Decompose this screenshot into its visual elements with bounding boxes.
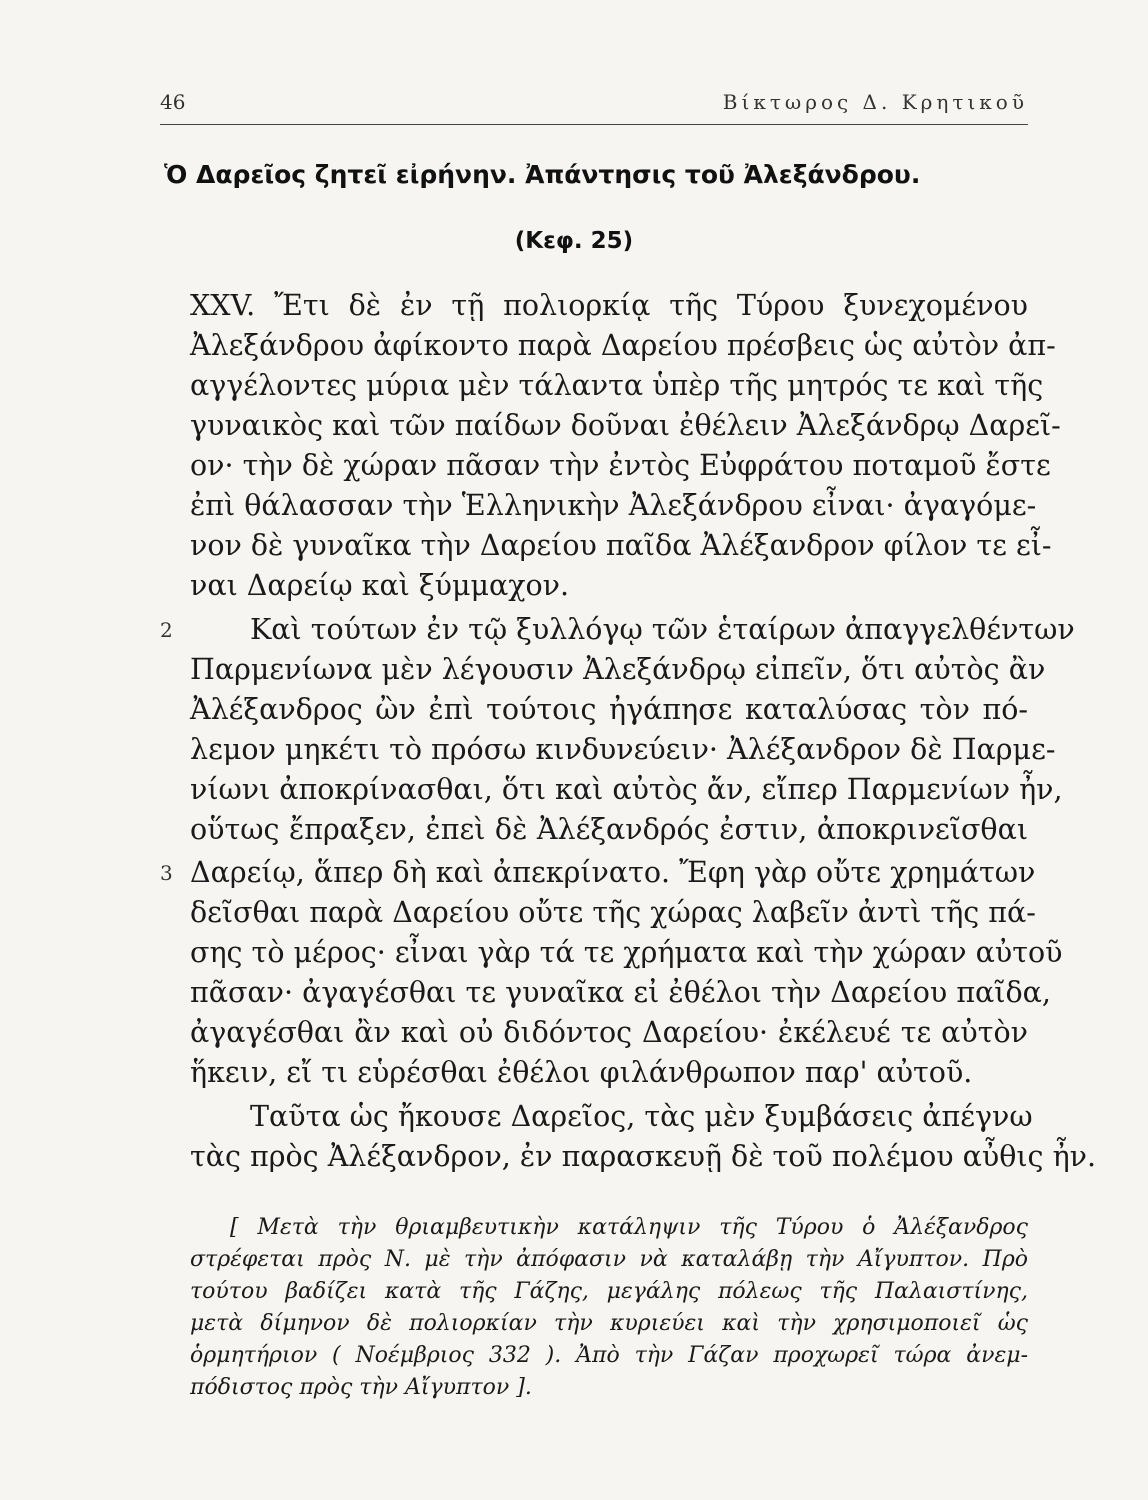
text-line: νον δὲ γυναῖκα τὴν Δαρείου παῖδα Ἀλέξανδρον φίλον τε εἶ-: [190, 529, 1052, 562]
text-line: ἀγαγέσθαι ἂν καὶ οὐ διδόντος Δαρείου· ἐκέλευέ τε αὐτὸν: [190, 1016, 1028, 1049]
text-line: Ἀλέξανδρος ὢν ἐπὶ τούτοις ἠγάπησε καταλύσας τὸν πό-: [190, 693, 1028, 726]
text-line: ον· τὴν δὲ χώραν πᾶσαν τὴν ἐντὸς Εὐφράτου ποταμοῦ ἔστε: [190, 449, 1051, 482]
text-line: Δαρείῳ, ἅπερ δὴ καὶ ἀπεκρίνατο. Ἔφη γὰρ οὔτε χρημάτων: [190, 856, 1036, 889]
text-line: ναι Δαρείῳ καὶ ξύμμαχον.: [190, 569, 570, 602]
section-number: 3: [160, 861, 173, 885]
page-header: [160, 90, 1028, 125]
text-line: δεῖσθαι παρὰ Δαρείου οὔτε τῆς χώρας λαβεῖν ἀντὶ τῆς πά-: [190, 896, 1036, 929]
text-line: τὰς πρὸς Ἀλέξανδρον, ἐν παρασκευῇ δὲ τοῦ πολέμου αὖθις ἦν.: [190, 1140, 1097, 1173]
section-heading: Ὁ Δαρεῖος ζητεῖ εἰρήνην. Ἀπάντησις τοῦ Ἀλεξάνδρου.: [164, 160, 921, 189]
text-line: αγγέλοντες μύρια μὲν τάλαντα ὑπὲρ τῆς μητρός τε καὶ τῆς: [190, 369, 1044, 402]
text-line: λεμον μηκέτι τὸ πρόσω κινδυνεύειν· Ἀλέξανδρον δὲ Παρμε-: [190, 733, 1056, 766]
text-line: Ἀλεξάνδρου ἀφίκοντο παρὰ Δαρείου πρέσβεις ὡς αὐτὸν ἀπ-: [190, 329, 1056, 362]
text-line: Ταῦτα ὡς ἤκουσε Δαρεῖος, τὰς μὲν ξυμβάσεις ἀπέγνω: [250, 1100, 1033, 1133]
text-line: οὕτως ἔπραξεν, ἐπεὶ δὲ Ἀλέξανδρός ἐστιν, ἀποκρινεῖσθαι: [190, 813, 1028, 846]
note-line: πόδιστος πρὸς τὴν Αἴγυπτον ].: [190, 1375, 532, 1400]
text-line: γυναικὸς καὶ τῶν παίδων δοῦναι ἐθέλειν Ἀλεξάνδρῳ Δαρεῖ-: [190, 409, 1061, 442]
chapter-label: (Κεφ. 25): [514, 228, 634, 254]
page-number: 46: [160, 90, 186, 114]
text-line: νίωνι ἀποκρίνασθαι, ὅτι καὶ αὐτὸς ἄν, εἴπερ Παρμενίων ἦν,: [190, 773, 1063, 806]
text-line: πᾶσαν· ἀγαγέσθαι τε γυναῖκα εἰ ἐθέλοι τὴν Δαρείου παῖδα,: [190, 976, 1051, 1009]
text-line: σης τὸ μέρος· εἶναι γὰρ τά τε χρήματα καὶ τὴν χώραν αὐτοῦ: [190, 936, 1063, 969]
note-line: ὁρμητήριον ( Νοέμβριος 332 ). Ἀπὸ τὴν Γάζαν προχωρεῖ τώρα ἀνεμ-: [190, 1343, 1028, 1368]
text-line: Καὶ τούτων ἐν τῷ ξυλλόγῳ τῶν ἑταίρων ἀπαγγελθέντων: [250, 613, 1075, 646]
text-line: ἐπὶ θάλασσαν τὴν Ἑλληνικὴν Ἀλεξάνδρου εἶναι· ἀγαγόμε-: [190, 489, 1037, 522]
section-number: 2: [160, 618, 173, 642]
note-line: [ Μετὰ τὴν θριαμβευτικὴν κατάληψιν τῆς Τύρου ὁ Ἀλέξανδρος: [230, 1215, 1028, 1240]
text-line: XXV. Ἔτι δὲ ἐν τῇ πολιορκίᾳ τῆς Τύρου ξυνεχομένου: [190, 289, 1028, 322]
text-line: ἥκειν, εἴ τι εὑρέσθαι ἐθέλοι φιλάνθρωπον παρ' αὐτοῦ.: [190, 1056, 973, 1089]
running-head: Βίκτωρος Δ. Κρητικοῦ: [722, 90, 1028, 114]
note-line: τούτου βαδίζει κατὰ τῆς Γάζης, μεγάλης πόλεως τῆς Παλαιστίνης,: [190, 1279, 1028, 1304]
note-line: μετὰ δίμηνον δὲ πολιορκίαν τὴν κυριεύει καὶ τὴν χρησιμοποιεῖ ὡς: [190, 1311, 1028, 1336]
note-line: στρέφεται πρὸς Ν. μὲ τὴν ἀπόφασιν νὰ καταλάβῃ τὴν Αἴγυπτον. Πρὸ: [190, 1247, 1028, 1272]
text-line: Παρμενίωνα μὲν λέγουσιν Ἀλεξάνδρῳ εἰπεῖν, ὅτι αὐτὸς ἂν: [190, 653, 1046, 686]
